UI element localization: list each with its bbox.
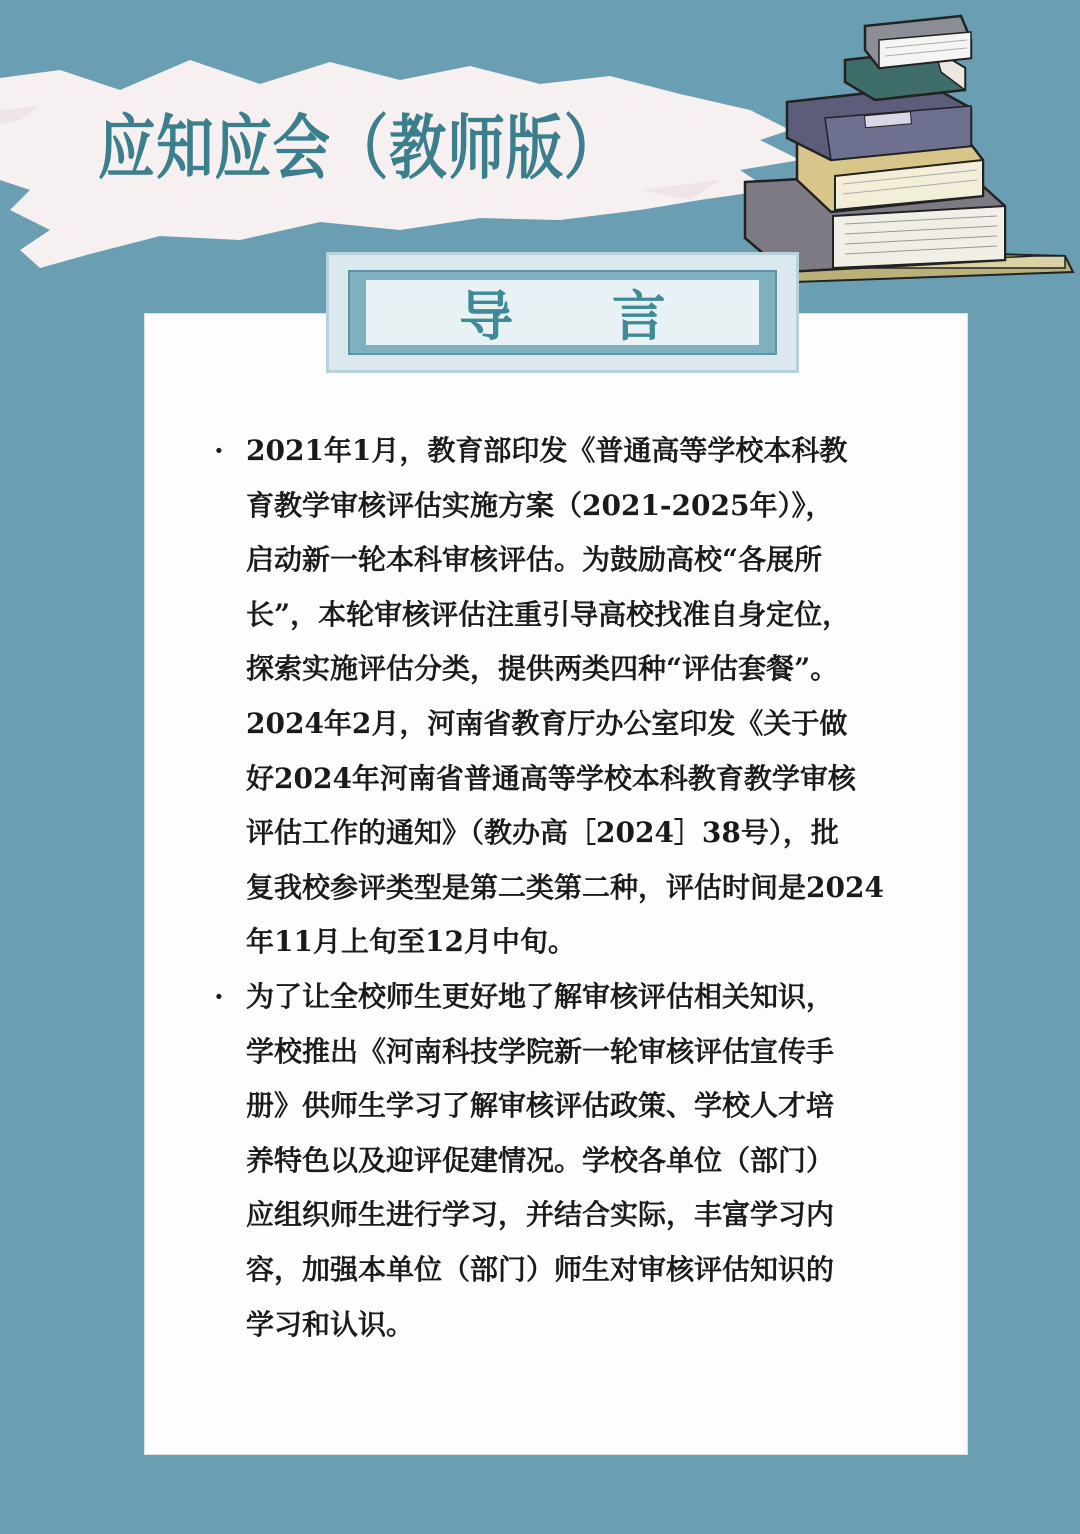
intro-text <box>214 424 944 1352</box>
section-heading-frame <box>348 270 777 355</box>
text-line: 探索实施评估分类，提供两类四种“评估套餐”。 <box>246 652 839 686</box>
text-line: 长”，本轮审核评估注重引导高校找准自身定位， <box>246 597 851 631</box>
paragraph-1 <box>214 424 944 970</box>
section-heading-inner <box>366 280 759 348</box>
text-line: 好2024年河南省普通高等学校本科教育教学审核 <box>246 761 856 795</box>
text-line: 应组织师生进行学习，并结合实际，丰富学习内 <box>246 1198 835 1232</box>
text-line: 册》供师生学习了解审核评估政策、学校人才培 <box>246 1089 835 1123</box>
text-line: 容，加强本单位（部门）师生对审核评估知识的 <box>246 1252 835 1286</box>
text-line: 2024年2月，河南省教育厅办公室印发《关于做 <box>246 706 848 740</box>
bullet-point: · <box>214 434 224 467</box>
text-line: 养特色以及迎评促建情况。学校各单位（部门） <box>246 1143 835 1177</box>
paragraph-2 <box>214 970 944 1352</box>
bullet-point: · <box>214 979 224 1013</box>
page-title: 应知应会（教师版） <box>98 107 622 189</box>
text-line: 评估工作的通知》（教办高［2024］38号），批 <box>246 816 839 850</box>
text-line: 2021年1月，教育部印发《普通高等学校本科教 <box>246 434 848 467</box>
books-stack-illustration <box>735 10 1080 285</box>
text-line: 育教学审核评估实施方案（2021-2025年）》， <box>246 488 834 522</box>
text-line: 复我校参评类型是第二类第二种，评估时间是2024 <box>246 870 884 904</box>
section-heading: 导 言 <box>459 284 706 348</box>
section-heading-plate <box>326 252 799 373</box>
text-line: 年11月上旬至12月中旬。 <box>246 925 576 959</box>
text-line: 学校推出《河南科技学院新一轮审核评估宣传手 <box>246 1034 835 1068</box>
text-line: 启动新一轮本科审核评估。为鼓励高校“各展所 <box>246 543 823 577</box>
text-line: 为了让全校师生更好地了解审核评估相关知识， <box>246 979 835 1013</box>
text-line: 学习和认识。 <box>246 1307 415 1341</box>
